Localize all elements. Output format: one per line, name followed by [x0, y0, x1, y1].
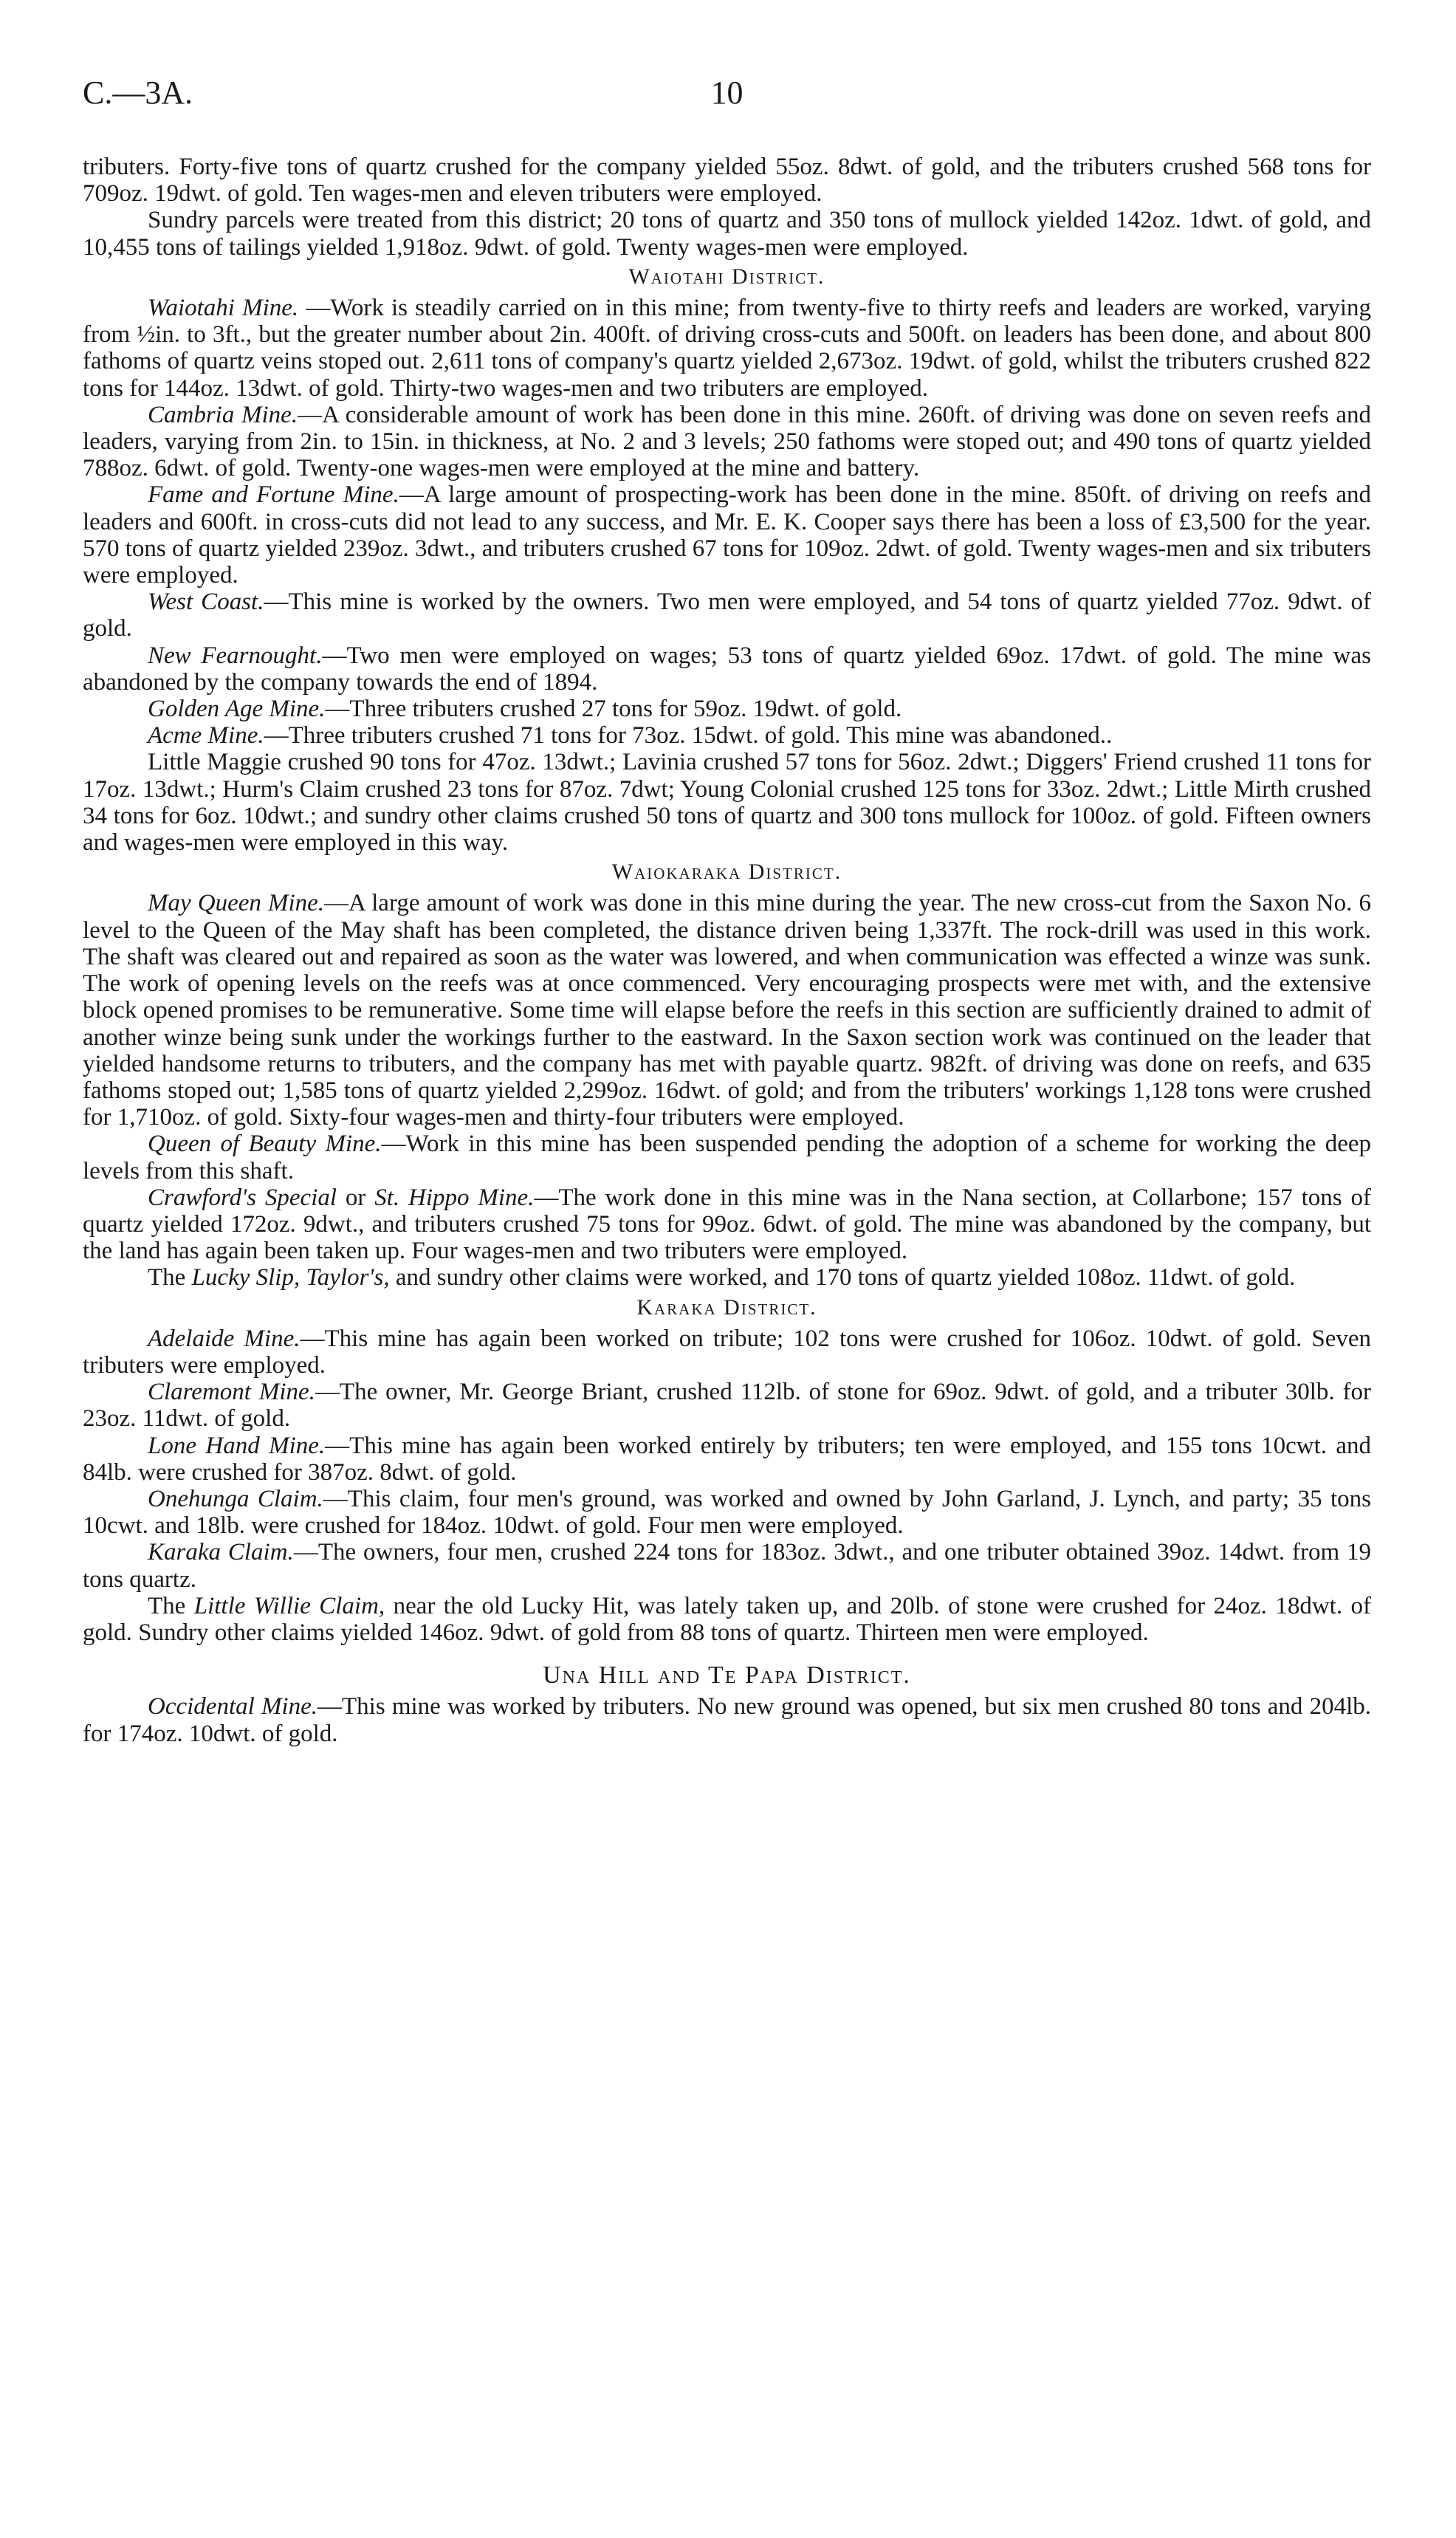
report-paragraph: [83, 642, 1371, 696]
paragraph-text: near the old Lucky Hit, was lately taken up, and 20lb. of stone were crushed for 24oz. 18dwt. of gold. Sundry other claims yielded 146oz. 9dwt. of gold from 88 tons of quartz. Thirteen men were employed.: [83, 1592, 1372, 1646]
mine-name: Lucky Slip, Taylor's,: [191, 1264, 390, 1292]
report-paragraph: [83, 589, 1371, 642]
paragraph-text: —Work is steadily carried on in this mine; from twenty-five to thirty reefs and leaders are worked, varying from ½in. to 3ft., but the greater number about 2in. 400ft. of driving cross-cuts and 500ft. on leaders has been done, and about 800 fathoms of quartz veins stoped out. 2,611 tons of company's quartz yielded 2,673oz. 19dwt. of gold, whilst the tributers crushed 822 tons for 144oz. 13dwt. of gold. Thirty-two wages-men and two tributers are employed.: [83, 295, 1371, 402]
mine-name: Fame and Fortune Mine.: [148, 481, 399, 509]
mine-name: Occidental Mine.: [148, 1693, 317, 1721]
report-paragraph: [83, 1433, 1371, 1486]
paragraph-text: —The owners, four men, crushed 224 tons for 183oz. 3dwt., and one tributer obtained 39oz. 14dwt. from 19 tons quartz.: [83, 1539, 1371, 1593]
mine-name: Karaka Claim.: [148, 1539, 294, 1566]
paragraph-text: Little Maggie crushed 90 tons for 47oz. 13dwt.; Lavinia crushed 57 tons for 56oz. 2dwt.; Diggers' Friend crushed 11 tons for 17oz. 13dwt.; Hurm's Claim crushed 23 tons for 87oz. 7dwt; Young Colonial crushed 125 tons for 33oz. 2dwt.; Little Mirth crushed 34 tons for 6oz. 10dwt.; and sundry other claims crushed 50 tons of quartz and 300 tons mullock for 100oz. of gold. Fifteen owners and wages-men were employed in this way.: [83, 749, 1371, 857]
mine-name: St. Hippo Mine.: [374, 1184, 535, 1211]
document-reference: C.—3A.: [83, 75, 193, 111]
paragraph-text: The: [148, 1592, 194, 1619]
report-paragraph: [83, 207, 1371, 260]
paragraph-text: The: [148, 1264, 192, 1292]
report-paragraph: [83, 1486, 1371, 1539]
mine-name: Lone Hand Mine.: [148, 1432, 326, 1459]
report-paragraph: [83, 1593, 1371, 1646]
paragraph-text: or: [337, 1184, 375, 1211]
mine-name: Crawford's Special: [148, 1184, 337, 1211]
mine-name: New Fearnought.: [148, 642, 323, 669]
paragraph-text: tributers. Forty-five tons of quartz crushed for the company yielded 55oz. 8dwt. of gold, and the tributers crushed 568 tons for 709oz. 19dwt. of gold. Ten wages-men and eleven tributers were employed.: [83, 154, 1371, 208]
paragraph-text: —Two men were employed on wages; 53 tons of quartz yielded 69oz. 17dwt. of gold. The mine was abandoned by the company towards the end of 1894.: [83, 642, 1371, 696]
report-paragraph: [83, 749, 1371, 856]
paragraph-text: —The owner, Mr. George Briant, crushed 112lb. of stone for 69oz. 9dwt. of gold, and a tributer 30lb. for 23oz. 11dwt. of gold.: [83, 1379, 1372, 1433]
report-paragraph: [83, 890, 1371, 1131]
mine-name: Queen of Beauty Mine.: [148, 1131, 382, 1158]
paragraph-text: —This claim, four men's ground, was worked and owned by John Garland, J. Lynch, and party; 35 tons 10cwt. and 18lb. were crushed for 184oz. 10dwt. of gold. Four men were employed.: [83, 1485, 1371, 1540]
district-heading: Una Hill and Te Papa District.: [543, 1661, 911, 1690]
paragraph-text: Sundry parcels were treated from this district; 20 tons of quartz and 350 tons of mullock yielded 142oz. 1dwt. of gold, and 10,455 tons of tailings yielded 1,918oz. 9dwt. of gold. Twenty wages-men were employed.: [83, 207, 1371, 261]
district-heading: Karaka District.: [636, 1294, 817, 1320]
report-paragraph: [83, 1264, 1371, 1291]
report-paragraph: [83, 1325, 1371, 1379]
district-heading: Waiokaraka District.: [611, 860, 842, 885]
district-heading: Waiotahi District.: [628, 264, 825, 289]
mine-name: Cambria Mine.: [148, 401, 298, 428]
paragraph-text: —Three tributers crushed 71 tons for 73oz. 15dwt. of gold. This mine was abandoned..: [264, 722, 1113, 750]
mine-name: May Queen Mine.: [148, 890, 325, 917]
report-paragraph: [83, 402, 1371, 482]
paragraph-text: and sundry other claims were worked, and 170 tons of quartz yielded 108oz. 11dwt. of gold.: [389, 1264, 1296, 1292]
mine-name: Adelaide Mine.: [148, 1325, 301, 1352]
page-header: [83, 74, 1371, 126]
paragraph-text: —A large amount of work was done in this mine during the year. The new cross-cut from the Saxon No. 6 level to the Queen of the May shaft has been completed, the distance driven being 1,337ft. The rock-drill was used in this work. The shaft was cleared out and repaired as soon as the water was lowered, and when communication was effected a winze was sunk. The work of opening levels on the reefs was at once commenced. Very encouraging prospects were met with, and the extensive block opened promises to be remunerative. Some time will elapse before the reefs in this section are sufficiently drained to admit of another winze being sunk under the workings further to the eastward. In the Saxon section work was continued on the leader that yielded handsome returns to tributers, and the company has met with payable quartz. 982ft. of driving was done on reefs, and 635 fathoms stoped out; 1,585 tons of quartz yielded 2,299oz. 16dwt. of gold; and from the tributers' workings 1,128 tons were crushed for 1,710oz. of gold. Sixty-four wages-men and thirty-four tributers were employed.: [83, 890, 1371, 1131]
paragraph-text: —This mine has again been worked on tribute; 102 tons were crushed for 106oz. 10dwt. of gold. Seven tributers were employed.: [83, 1325, 1372, 1379]
paragraph-text: —Work in this mine has been suspended pending the adoption of a scheme for working the deep levels from this shaft.: [83, 1131, 1372, 1184]
report-paragraph: [83, 1693, 1371, 1746]
report-paragraph: [83, 295, 1371, 402]
mine-name: Little Willie Claim,: [193, 1592, 385, 1619]
mine-name: Waiotahi Mine.: [148, 295, 299, 322]
mine-name: Onehunga Claim.: [148, 1485, 323, 1512]
paragraph-text: —A large amount of prospecting-work has been done in the mine. 850ft. of driving on reefs and leaders and 600ft. in cross-cuts did not lead to any success, and Mr. E. K. Cooper says there has been a loss of £3,500 for the year. 570 tons of quartz yielded 239oz. 3dwt., and tributers crushed 67 tons for 109oz. 2dwt. of gold. Twenty wages-men and six tributers were employed.: [83, 481, 1371, 589]
report-paragraph: [83, 722, 1371, 749]
mine-name: Claremont Mine.: [148, 1379, 315, 1406]
paragraph-text: —This mine was worked by tributers. No new ground was opened, but six men crushed 80 tons and 204lb. for 174oz. 10dwt. of gold.: [83, 1693, 1371, 1747]
report-paragraph: [83, 154, 1371, 207]
report-paragraph: [83, 1379, 1371, 1432]
page-number: 10: [710, 75, 744, 111]
report-body: [83, 154, 1371, 1747]
report-paragraph: [83, 1184, 1371, 1265]
paragraph-text: —The work done in this mine was in the Nana section, at Collarbone; 157 tons of quartz yielded 172oz. 9dwt., and tributers crushed 75 tons for 99oz. 6dwt. of gold. The mine was abandoned by the company, but the land has again been taken up. Four wages-men and two tributers were employed.: [83, 1184, 1371, 1265]
paragraph-text: —Three tributers crushed 27 tons for 59oz. 19dwt. of gold.: [325, 696, 902, 723]
report-paragraph: [83, 1539, 1371, 1592]
mine-name: Acme Mine.: [148, 722, 264, 750]
paragraph-text: —This mine has again been worked entirely by tributers; ten were employed, and 155 tons 10cwt. and 84lb. were crushed for 387oz. 8dwt. of gold.: [83, 1432, 1372, 1486]
report-paragraph: [83, 1131, 1371, 1184]
mine-name: West Coast.: [148, 589, 264, 616]
paragraph-text: —This mine is worked by the owners. Two men were employed, and 54 tons of quartz yielded 77oz. 9dwt. of gold.: [83, 589, 1372, 642]
report-paragraph: [83, 481, 1371, 589]
report-paragraph: [83, 696, 1371, 722]
paragraph-text: —A considerable amount of work has been done in this mine. 260ft. of driving was done on seven reefs and leaders, varying from 2in. to 15in. in thickness, at No. 2 and 3 levels; 250 fathoms were stoped out; and 490 tons of quartz yielded 788oz. 6dwt. of gold. Twenty-one wages-men were employed at the mine and battery.: [83, 401, 1371, 482]
mine-name: Golden Age Mine.: [148, 696, 326, 723]
